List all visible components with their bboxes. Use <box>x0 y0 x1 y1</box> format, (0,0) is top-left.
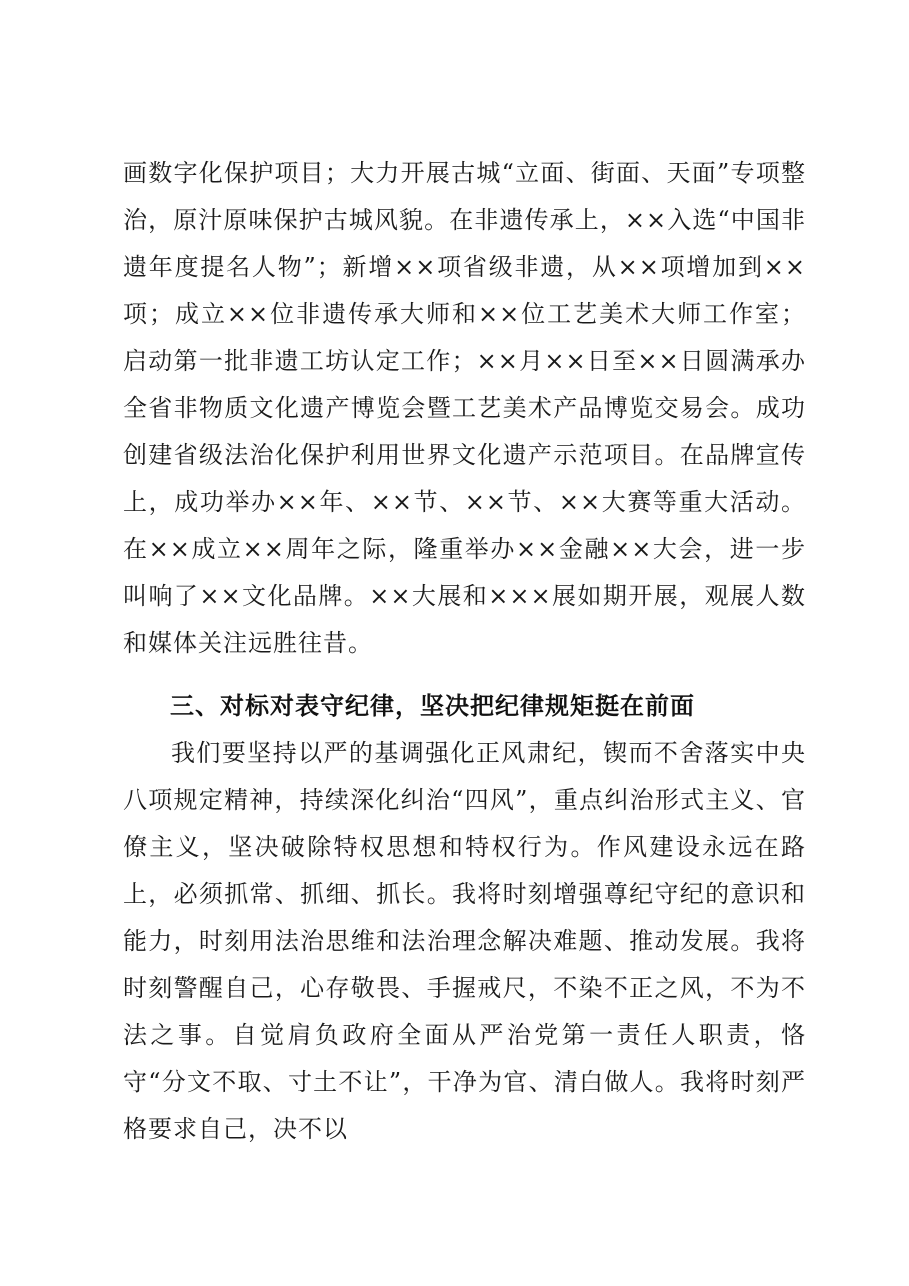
section-heading: 三、对标对表守纪律，坚决把纪律规矩挺在前面 <box>170 692 695 720</box>
paragraph-text: 画数字化保护项目；大力开展古城“立面、街面、天面”专项整治，原汁原味保护古城风貌。在非遗传承上，××入选“中国非遗年度提名人物”；新增××项省级非遗，从××项增加到××项；成立××位非遗传承大师和××位工艺美术大师工作室；启动第一批非遗工坊认定工作；××月××日至××日圆满承办全省非物质文化遗产博览会暨工艺美术产品博览交易会。成功创建省级法治化保护利用世界文化遗产示范项目。在品牌宣传上，成功举办××年、××节、××节、××大赛等重大活动。在××成立××周年之际，隆重举办××金融××大会，进一步叫响了××文化品牌。××大展和×××展如期开展，观展人数和媒体关注远胜往昔。 <box>123 159 806 657</box>
body-paragraph-discipline <box>123 730 806 1153</box>
body-paragraph-heritage <box>123 150 806 667</box>
paragraph-text: 我们要坚持以严的基调强化正风肃纪，锲而不舍落实中央八项规定精神，持续深化纠治“四风”，重点纠治形式主义、官僚主义，坚决破除特权思想和特权行为。作风建设永远在路上，必须抓常、抓细、抓长。我将时刻增强尊纪守纪的意识和能力，时刻用法治思维和法治理念解决难题、推动发展。我将时刻警醒自己，心存敬畏、手握戒尺，不染不正之风，不为不法之事。自觉肩负政府全面从严治党第一责任人职责，恪守“分文不取、寸土不让”，干净为官、清白做人。我将时刻严格要求自己，决不以 <box>123 739 806 1143</box>
